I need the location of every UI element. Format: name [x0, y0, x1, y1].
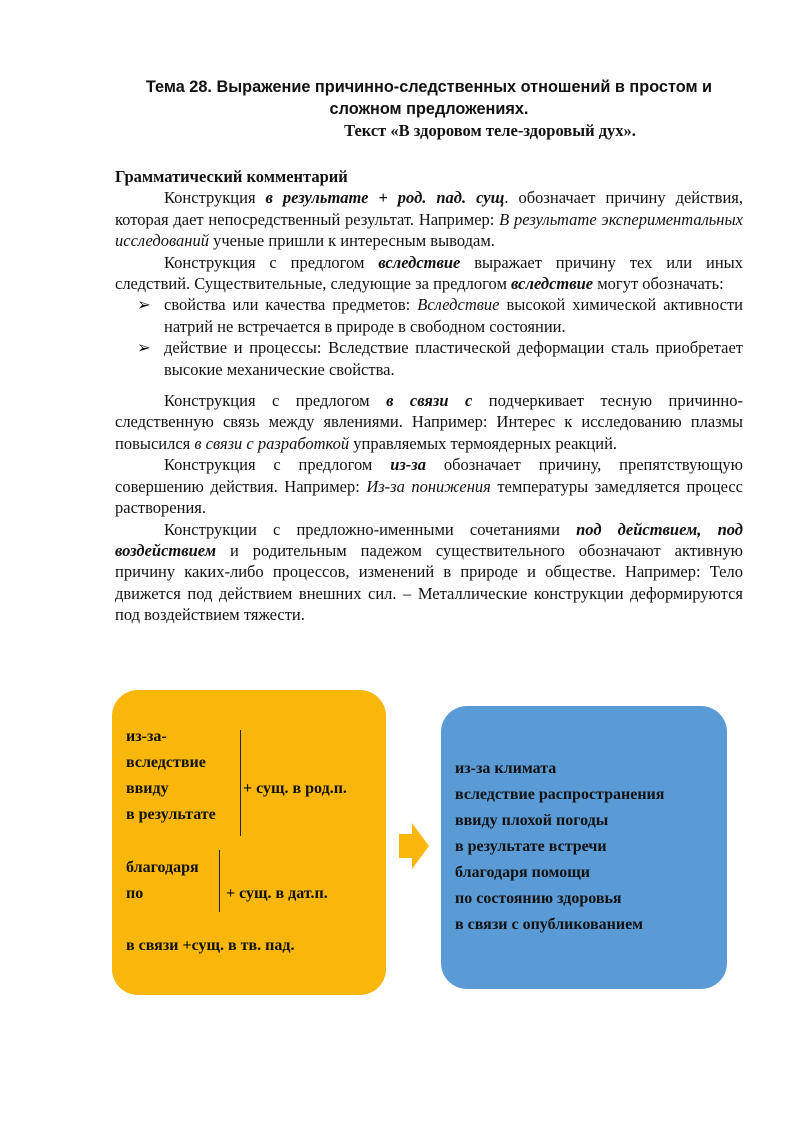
list-item: благодаря помощи: [455, 864, 590, 881]
examples-box: [441, 706, 727, 989]
preposition-blagodarya: благодаря: [126, 859, 199, 876]
paragraph-iz-za: Конструкция с предлогом из-за обозначает причину, препятствующую совершению действия. Например: Из-за понижения температуры замедляется процесс растворения.: [115, 455, 744, 518]
arrow-bullet-icon: ➢: [137, 295, 151, 315]
bracket-line: [219, 850, 220, 912]
right-arrow-icon: [399, 823, 429, 869]
title-line-1: Тема 28. Выражение причинно-следственных отношений в простом и: [145, 78, 713, 96]
document-title: [115, 76, 743, 142]
prepositions-box: [112, 690, 386, 995]
preposition-po: по: [126, 885, 144, 902]
genitive-prepositions: [126, 724, 216, 828]
preposition-vvidu: ввиду: [126, 780, 169, 797]
list-item: ➢ действие и процессы: Вследствие пластической деформации сталь приобретает высокие механические свойства.: [137, 338, 743, 379]
preposition-iz-za: из-за-: [126, 728, 167, 745]
paragraph-v-rezultate: Конструкция в результате + род. пад. сущ. обозначает причину действия, которая дает непосредственный результат. Например: В результате экспериментальных исследований ученые пришли к интересным выводам.: [115, 188, 743, 251]
preposition-v-rezultate: в результате: [126, 806, 216, 823]
text-title: Текст «В здоровом теле-здоровый дух».: [344, 121, 636, 140]
title-line-2: сложном предложениях.: [329, 100, 529, 118]
section-heading: Грамматический комментарий: [115, 167, 348, 186]
dative-prepositions: [126, 855, 199, 907]
arrow-bullet-icon: ➢: [137, 338, 151, 358]
bracket-line: [240, 730, 241, 836]
genitive-case-label: + сущ. в род.п.: [243, 780, 347, 797]
grammar-commentary: [115, 166, 743, 626]
paragraph-v-svyazi-s: Конструкция с предлогом в связи с подчеркивает тесную причинно-следственную связь между явлениями. Например: Интерес к исследованию плазмы повысился в связи с разработкой управляемых термоядерных реакций.: [115, 391, 743, 453]
examples-list: [455, 756, 664, 938]
paragraph-vsledstvie: Конструкция с предлогом вследствие выражает причину тех или иных следствий. Существительные, следующие за предлогом вследствие могут обозначать:: [115, 252, 743, 294]
paragraph-pod-deystviem: Конструкции с предложно-именными сочетаниями под действием, под воздействием и родительным падежом существительного обозначают активную причину каких-либо процессов, изменений в природе и обществе. Например: Тело движется под действием внешних сил. – Металлические конструкции деформируются под воздействием тяжести.: [115, 519, 743, 625]
list-item: по состоянию здоровья: [455, 890, 622, 907]
list-item: из-за климата: [455, 760, 557, 777]
preposition-vsledstvie: вследствие: [126, 754, 206, 771]
bullet-list: [115, 294, 743, 380]
instrumental-construction: в связи +сущ. в тв. пад.: [126, 937, 295, 954]
list-item: ввиду плохой погоды: [455, 812, 609, 829]
list-item: ➢ свойства или качества предметов: Вследствие высокой химической активности натрий не встречается в природе в свободном состоянии.: [137, 295, 743, 336]
list-item: в связи с опубликованием: [455, 916, 644, 933]
dative-case-label: + сущ. в дат.п.: [226, 885, 328, 902]
list-item: в результате встречи: [455, 838, 607, 855]
list-item: вследствие распространения: [455, 786, 665, 803]
